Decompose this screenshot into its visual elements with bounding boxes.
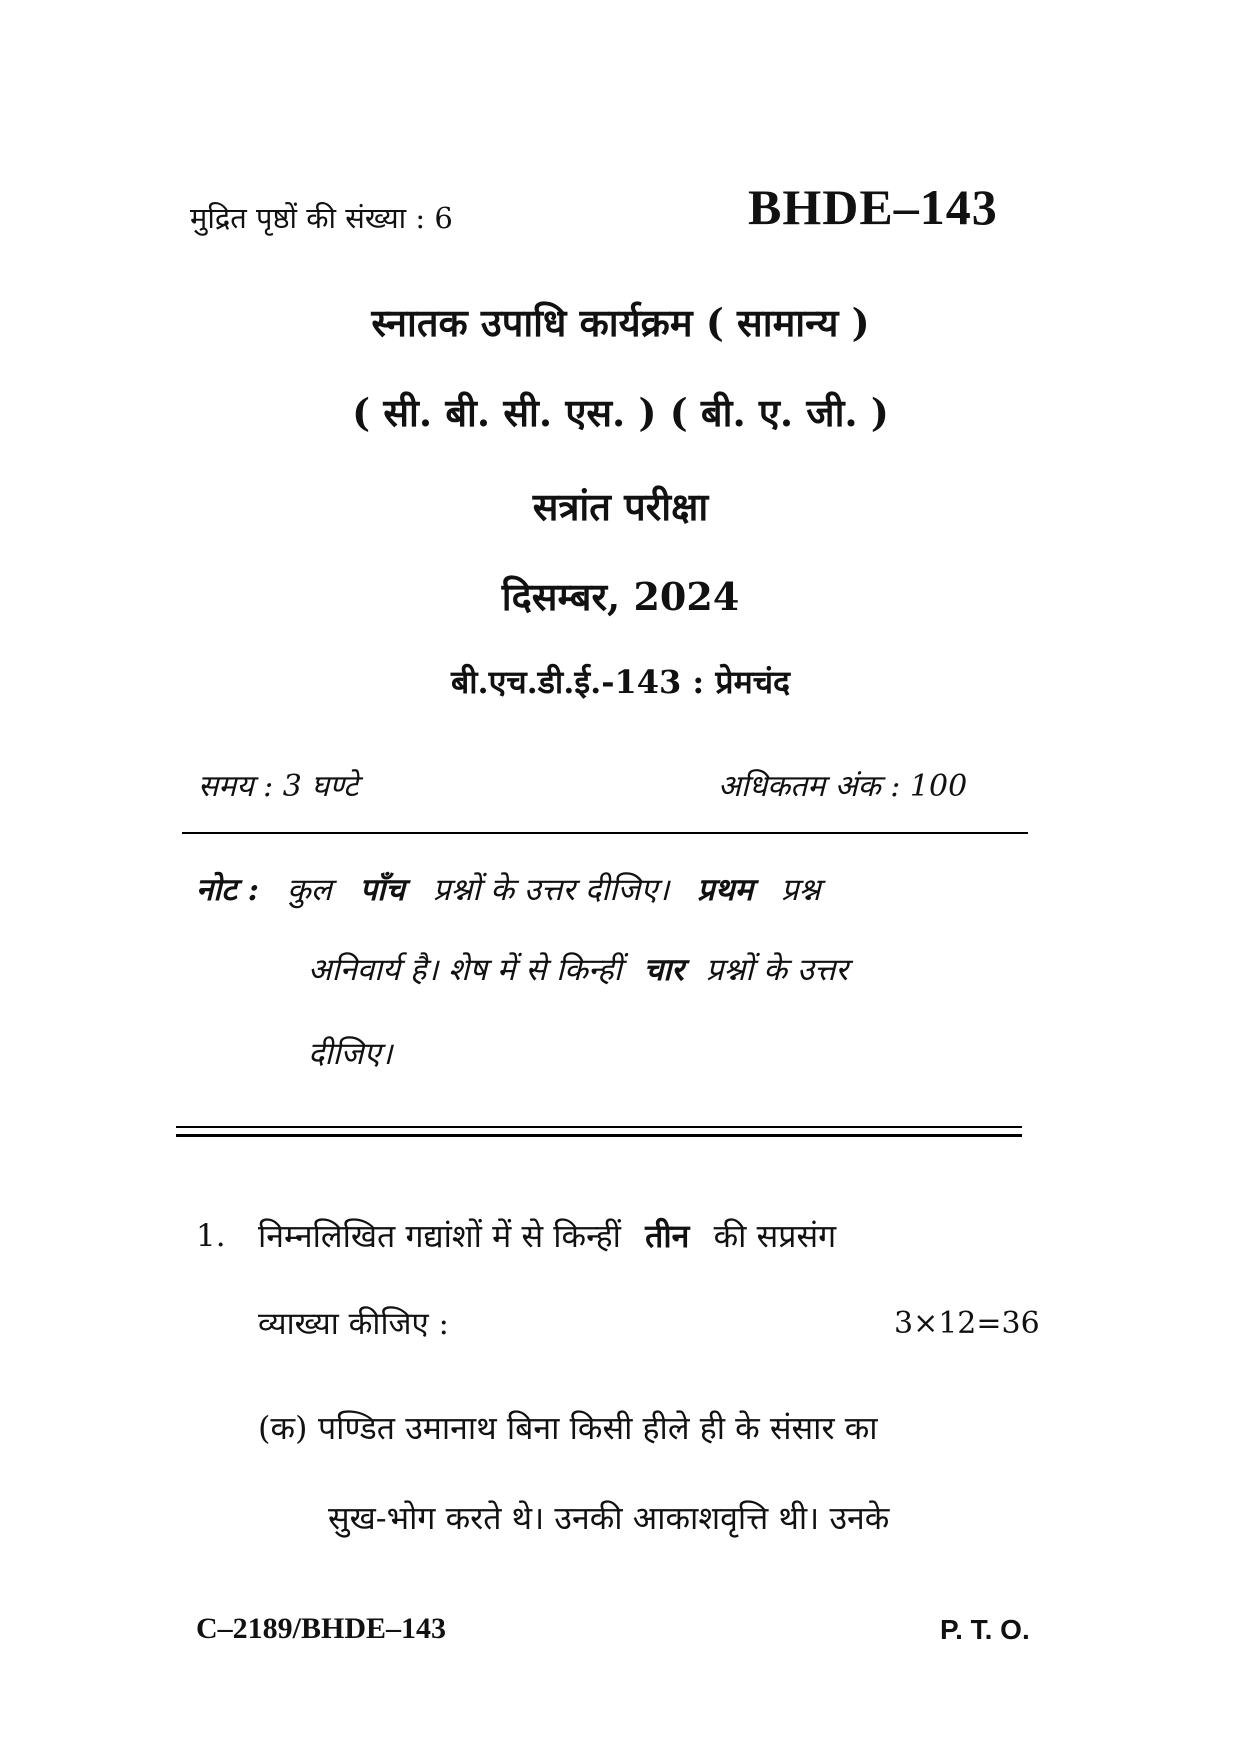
- divider-top: [182, 832, 1028, 834]
- footer-pto: P. T. O.: [940, 1614, 1030, 1645]
- footer-code: C–2189/BHDE–143: [196, 1612, 447, 1645]
- question-bold-three: तीन: [645, 1217, 690, 1255]
- session-title: दिसम्बर, 2024: [501, 574, 740, 619]
- subquestion-line-1: पण्डित उमानाथ बिना किसी हीले ही के संसार का: [318, 1409, 878, 1447]
- programme-title: स्नातक उपाधि कार्यक्रम ( सामान्य ): [371, 300, 870, 345]
- note-text-3: प्रश्न: [781, 872, 821, 908]
- course-title: बी.एच.डी.ई.-143 : प्रेमचंद: [450, 663, 791, 701]
- question-text-1: निम्नलिखित गद्यांशों में से किन्हीं: [258, 1217, 621, 1255]
- note-text-4: अनिवार्य है। शेष में से किन्हीं: [308, 952, 622, 988]
- question-number: 1.: [196, 1218, 226, 1254]
- paper-code: BHDE–143: [748, 179, 998, 235]
- note-bold-four: चार: [643, 952, 684, 988]
- note-bold-five: पाँच: [359, 872, 405, 908]
- question-line-2: व्याख्या कीजिए :: [258, 1306, 449, 1342]
- question-text-2: की सप्रसंग: [713, 1217, 837, 1255]
- note-bold-first: प्रथम: [697, 872, 754, 908]
- question-line-1: [258, 1214, 836, 1257]
- divider-double-1: [176, 1126, 1022, 1128]
- note-label: नोट :: [196, 872, 260, 908]
- note-text-5: प्रश्नों के उत्तर: [705, 952, 849, 988]
- note-text-2: प्रश्नों के उत्तर दीजिए।: [432, 872, 670, 908]
- note-line-1: [196, 868, 1046, 910]
- note-text-1: कुल: [286, 872, 332, 908]
- subquestion-line-2: सुख-भोग करते थे। उनकी आकाशवृत्ति थी। उनके: [328, 1499, 890, 1537]
- time-allowed: समय : 3 घण्टे: [198, 769, 359, 804]
- note-line-3: दीजिए।: [308, 1036, 393, 1072]
- question-marks: 3×12=36: [894, 1306, 1040, 1341]
- maximum-marks: अधिकतम अंक : 100: [718, 769, 968, 804]
- pages-count: मुद्रित पृष्ठों की संख्या : 6: [190, 201, 453, 235]
- exam-title: सत्रांत परीक्षा: [532, 484, 709, 529]
- subquestion-label: (क): [258, 1409, 308, 1447]
- divider-double-2: [176, 1134, 1022, 1137]
- scheme-title: ( सी. बी. सी. एस. ) ( बी. ए. जी. ): [352, 390, 889, 435]
- note-line-2: [308, 948, 848, 990]
